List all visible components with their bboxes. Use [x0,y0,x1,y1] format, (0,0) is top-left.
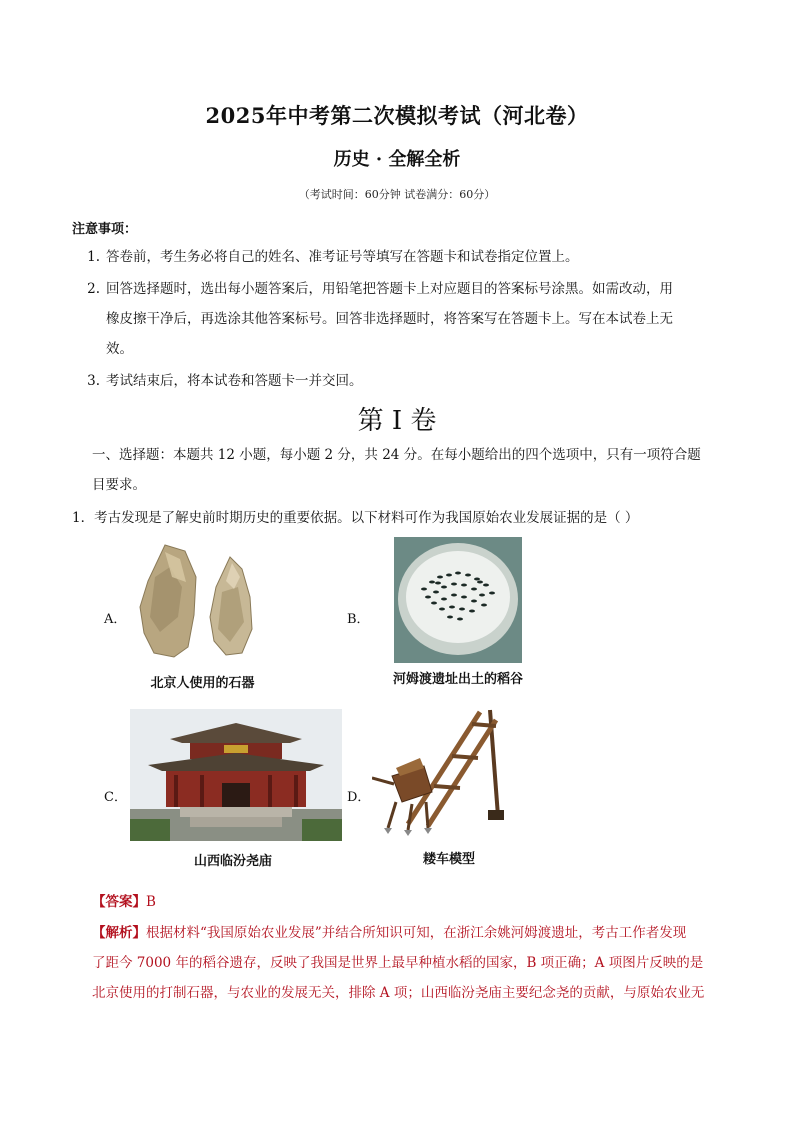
option-d-caption: 耧车模型 [422,852,475,867]
analysis-line: 了距今 7000 年的稻谷遗存，反映了我国是世界上最早种植水稻的国家，B 项正确；A 项图片反映的是 [92,955,704,971]
notice-item-text: 效。 [106,341,133,357]
option-b-caption: 河姆渡遗址出土的稻谷 [392,672,523,687]
option-c-letter: C． [104,790,127,805]
option-d-letter: D． [347,790,371,805]
part-intro-line: 一、选择题：本题共 12 小题，每小题 2 分，共 24 分。在每小题给出的四个选项中，只有一项符合题 [92,447,701,463]
analysis-line: 北京使用的打制石器，与农业的发展无关，排除 A 项；山西临汾尧庙主要纪念尧的贡献，与原始农业无 [92,985,705,1001]
question-stem: 1．考古发现是了解史前时期历史的重要依据。以下材料可作为我国原始农业发展证据的是（ ） [72,510,639,526]
notice-item-text: 回答选择题时，选出每小题答案后，用铅笔把答题卡上对应题目的答案标号涂黑。如需改动，用 [106,281,673,297]
notice-item-number: 1. [87,249,100,265]
answer-label: 【答案】 [92,894,146,910]
notice-item [72,366,722,396]
notice-item [72,242,722,272]
part-intro-line: 目要求。 [92,477,146,493]
seeder-model-image [372,706,506,836]
analysis-line: 根据材料“我国原始农业发展”并结合所知识可知，在浙江余姚河姆渡遗址，考古工作者发现 [146,925,687,941]
page-title: 2025年中考第二次模拟考试（河北卷） [205,103,589,128]
option-a-letter: A． [104,612,127,627]
notice-item-number: 2. [87,281,100,297]
page-subtitle: 历史 · 全解全析 [333,149,461,170]
notice-item-number: 3. [87,373,100,389]
rice-grains-image [394,537,522,663]
answer-line [92,890,156,910]
notice-item-text: 橡皮擦干净后，再选涂其他答案标号。回答非选择题时，将答案写在答题卡上。写在本试卷上无 [106,311,673,327]
option-a-caption: 北京人使用的石器 [150,676,255,691]
analysis-block [92,918,724,1008]
stone-tools-image [130,537,265,667]
notice-item [72,274,722,364]
notice-heading: 注意事项： [72,222,138,237]
option-b-letter: B． [347,612,370,627]
section-title: 第 I 卷 [357,406,437,436]
analysis-label: 【解析】 [92,925,146,941]
exam-info: （考试时间：60分钟 试卷满分：60分） [298,188,496,201]
notice-item-text: 考试结束后，将本试卷和答题卡一并交回。 [106,373,363,389]
answer-value: B [146,894,156,910]
notice-item-text: 答卷前，考生务必将自己的姓名、准考证号等填写在答题卡和试卷指定位置上。 [106,249,579,265]
option-c-caption: 山西临汾尧庙 [193,854,272,869]
temple-image [130,709,342,841]
part-intro [92,440,724,500]
